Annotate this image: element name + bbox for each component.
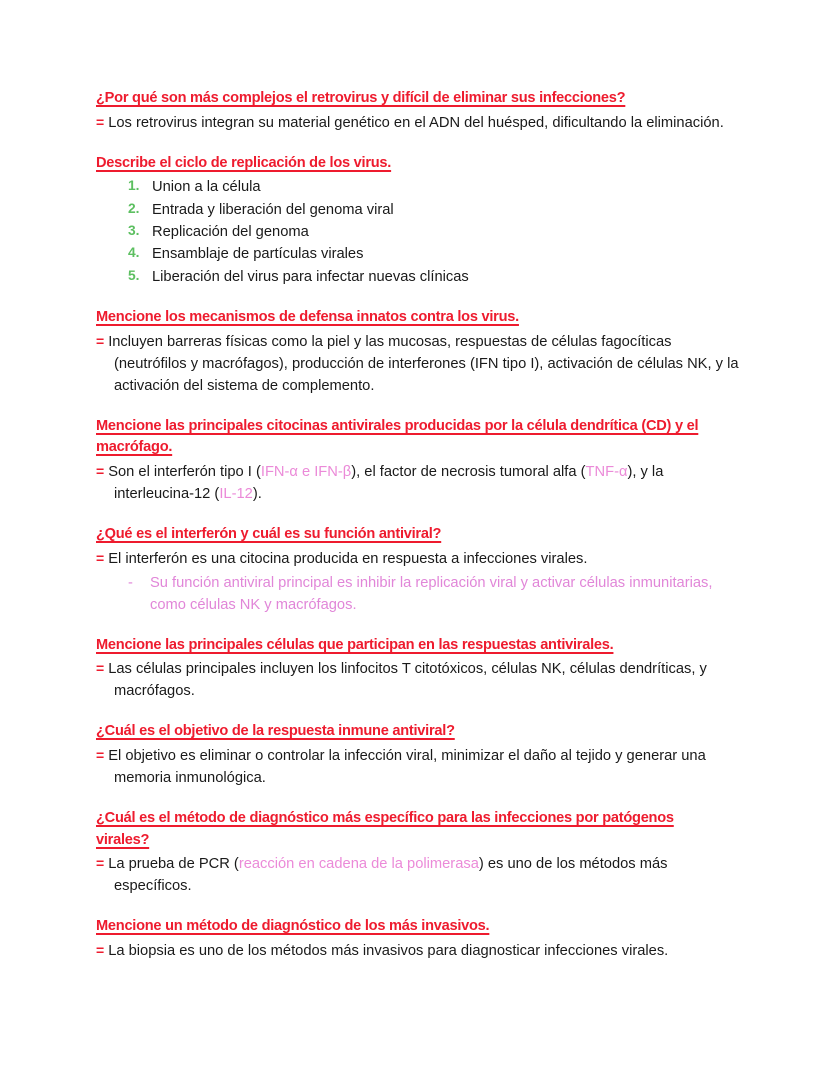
answer-fragment: ), y la interleucina-12 (	[114, 463, 664, 502]
qa-block-retrovirus	[96, 88, 740, 134]
answer-body: El objetivo es eliminar o controlar la infección viral, minimizar el daño al tejido y generar una memoria inmunológica.	[108, 747, 706, 787]
answer-text	[96, 112, 740, 134]
answer-marker-icon: =	[96, 746, 105, 763]
sub-bullet-list	[96, 572, 740, 616]
list-item-label: Liberación del virus para infectar nuevas clínicas	[152, 268, 469, 285]
qa-block-objetivo-respuesta	[96, 721, 740, 789]
answer-body: Incluyen barreras físicas como la piel y las mucosas, respuestas de células fagocíticas (neutrófilos y macrófagos), producción de interferones (IFN tipo I), activación de células NK, y la activación del sistema de complemento.	[108, 333, 739, 394]
list-item	[96, 221, 740, 243]
answer-marker-icon: =	[96, 332, 105, 349]
answer-fragment: ).	[252, 485, 262, 502]
answer-body: El interferón es una citocina producida en respuesta a infecciones virales.	[108, 550, 588, 567]
answer-marker-icon: =	[96, 855, 105, 872]
answer-body: La biopsia es uno de los métodos más invasivos para diagnosticar infecciones virales.	[108, 942, 669, 959]
answer-body: Las células principales incluyen los linfocitos T citotóxicos, células NK, células dendríticas, y macrófagos.	[108, 661, 707, 700]
answer-fragment: ), el factor de necrosis tumoral alfa (	[351, 463, 586, 480]
answer-marker-icon: =	[96, 660, 105, 677]
list-number: 5.	[128, 267, 140, 283]
answer-marker-icon: =	[96, 113, 105, 130]
list-item	[96, 266, 740, 288]
answer-text	[96, 548, 740, 570]
answer-fragment: La prueba de PCR (	[108, 856, 239, 873]
qa-block-citocinas-antivirales	[96, 416, 740, 505]
list-item	[96, 572, 740, 616]
answer-marker-icon: =	[96, 941, 105, 958]
question-heading: ¿Cuál es el objetivo de la respuesta inmune antiviral?	[96, 723, 455, 740]
qa-block-defensa-innata	[96, 307, 740, 397]
question-heading: ¿Qué es el interferón y cuál es su función antiviral?	[96, 525, 442, 542]
qa-block-diagnostico-especifico	[96, 808, 740, 897]
question-heading: Mencione las principales células que participan en las respuestas antivirales.	[96, 636, 614, 653]
answer-body	[108, 856, 667, 894]
list-item	[96, 176, 740, 198]
answer-text	[96, 745, 740, 789]
answer-marker-icon: =	[96, 549, 105, 566]
highlight-term: IFN-α e IFN-β	[260, 463, 352, 480]
list-number: 3.	[128, 222, 140, 238]
highlight-term: TNF-α	[585, 463, 628, 480]
qa-block-celulas-respuesta	[96, 635, 740, 703]
answer-text	[96, 853, 740, 897]
qa-block-interferon	[96, 524, 740, 616]
list-item-label: Union a la célula	[152, 179, 261, 196]
dash-bullet-icon: -	[128, 574, 133, 591]
ordered-list-ciclo	[96, 176, 740, 288]
answer-marker-icon: =	[96, 462, 105, 479]
list-item-label: Ensamblaje de partículas virales	[152, 246, 364, 263]
answer-text	[96, 331, 740, 397]
list-item-label: Su función antiviral principal es inhibir la replicación viral y activar células inmunitarias, como células NK y macrófagos.	[150, 574, 713, 613]
answer-body: Los retrovirus integran su material genético en el ADN del huésped, dificultando la eliminación.	[108, 114, 724, 131]
answer-text	[96, 940, 740, 962]
question-heading: Mencione los mecanismos de defensa innatos contra los virus.	[96, 308, 519, 325]
list-number: 2.	[128, 200, 140, 216]
list-item-label: Entrada y liberación del genoma viral	[152, 201, 394, 218]
answer-fragment: Son el interferón tipo I (	[108, 463, 261, 480]
answer-text	[96, 658, 740, 702]
answer-fragment: ) es uno de los métodos más específicos.	[114, 856, 668, 895]
list-number: 4.	[128, 245, 140, 261]
question-heading: Describe el ciclo de replicación de los virus.	[96, 154, 392, 171]
answer-text	[96, 461, 740, 505]
qa-block-ciclo-replicacion	[96, 153, 740, 288]
highlight-term: IL-12	[219, 485, 253, 502]
list-item	[96, 199, 740, 221]
list-item-label: Replicación del genoma	[152, 223, 309, 240]
answer-body	[108, 464, 663, 502]
question-heading: ¿Cuál es el método de diagnóstico más específico para las infecciones por patógenos virales?	[96, 810, 674, 848]
question-heading: Mencione las principales citocinas antivirales producidas por la célula dendrítica (CD) y el macrófago.	[96, 417, 699, 456]
list-number: 1.	[128, 178, 140, 194]
qa-block-diagnostico-invasivo	[96, 916, 740, 962]
list-item	[96, 243, 740, 265]
highlight-term: reacción en cadena de la polimerasa	[238, 856, 479, 873]
question-heading: ¿Por qué son más complejos el retrovirus y difícil de eliminar sus infecciones?	[96, 90, 626, 106]
question-heading: Mencione un método de diagnóstico de los más invasivos.	[96, 918, 490, 935]
